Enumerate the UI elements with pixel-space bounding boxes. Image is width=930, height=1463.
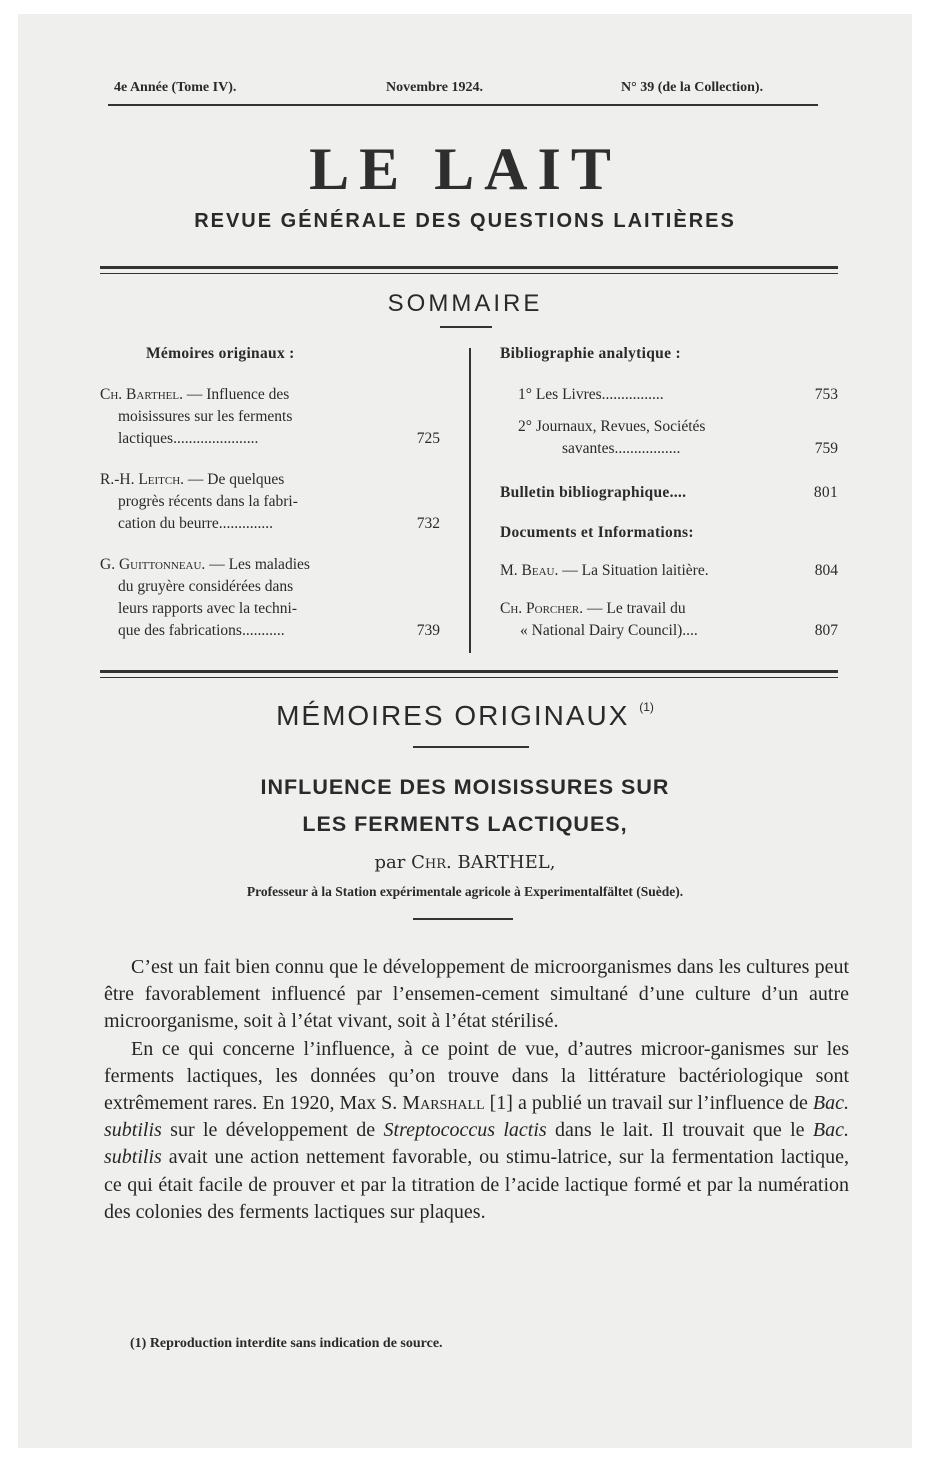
p2-text: En ce qui concerne l’influence, à ce point de vue, d’autres microor-ganismes sur les ferments lactiques, les données qu’on trouve dans la littérature bactériologique sont extrêmement rares. En 1920, Max S. xyxy=(104,1037,849,1115)
toc-page: 804 xyxy=(814,562,838,579)
toc-entry-beau xyxy=(500,560,838,582)
toc-page: 807 xyxy=(814,622,838,639)
journal-title: LE LAIT xyxy=(309,136,621,202)
sommaire-underline xyxy=(440,326,492,328)
p2-text: avait une action nettement favorable, ou stimu-latrice, sur la fermentation lactique, ce qui était facile de prouver et par la titration de l’acide lactique formé et par la numération des colonies des ferments lactiques sur plaques. xyxy=(104,1146,849,1223)
toc-text: leurs rapports avec la techni- xyxy=(118,600,298,617)
sommaire-rule-thick xyxy=(100,670,838,673)
p2-species: Bac. subtilis xyxy=(104,1092,849,1142)
toc-author: Ch. Porcher. xyxy=(500,600,584,617)
p2-text: dans le lait. Il trouvait que le xyxy=(546,1119,813,1142)
p2-text: sur le développement de xyxy=(161,1119,384,1142)
toc-entry-livres xyxy=(518,384,838,406)
toc-page: 732 xyxy=(416,515,440,532)
toc-text: 2° Journaux, Revues, Sociétés xyxy=(518,418,706,435)
toc-documents-heading: Documents et Informations: xyxy=(500,524,694,541)
toc-text: progrès récents dans la fabri- xyxy=(118,493,298,510)
toc-text: que des fabrications........... xyxy=(118,622,285,639)
sommaire-rule-thin xyxy=(100,677,838,678)
toc-author: R.-H. Leitch. xyxy=(100,471,185,488)
journal-subtitle: REVUE GÉNÉRALE DES QUESTIONS LAITIÈRES xyxy=(194,210,736,232)
toc-text: 1° Les Livres................ xyxy=(518,386,664,403)
article-title-underline xyxy=(413,918,513,920)
header-rule xyxy=(108,104,818,106)
toc-author: M. Beau. xyxy=(500,562,559,579)
footnote: (1) Reproduction interdite sans indication de source. xyxy=(130,1336,443,1351)
header-volume: 4e Année (Tome IV). xyxy=(114,80,237,95)
p2-text: [1] a publié un travail sur l’influence de xyxy=(484,1092,813,1115)
sommaire-title: SOMMAIRE xyxy=(387,290,543,317)
toc-text: — De quelques xyxy=(187,471,285,488)
section-title xyxy=(0,700,930,732)
toc-text: « National Dairy Council).... xyxy=(520,622,698,639)
toc-text: — La Situation laitière. xyxy=(562,562,709,579)
article-affiliation: Professeur à la Station expérimentale agricole à Experimentalfältet (Suède). xyxy=(246,884,684,899)
paragraph-1: C’est un fait bien connu que le développement de microorganismes dans les cultures peut être favorablement influencé par l’ensemen-cement simultané d’une culture d’un autre microorganisme, soit à l’état vivant, soit à l’état stérilisé. xyxy=(104,956,849,1033)
toc-page: 759 xyxy=(814,440,838,457)
header-issue: N° 39 (de la Collection). xyxy=(621,80,764,95)
article-title-line1: INFLUENCE DES MOISISSURES SUR xyxy=(260,775,670,799)
article-byline xyxy=(0,852,930,873)
section-title-text: MÉMOIRES ORIGINAUX xyxy=(276,700,630,731)
toc-text: lactiques...................... xyxy=(118,430,259,447)
toc-entry-guittonneau xyxy=(100,554,440,642)
toc-page: 725 xyxy=(416,430,440,447)
toc-left-heading: Mémoires originaux : xyxy=(146,345,295,362)
p2-species: Streptococcus lactis xyxy=(383,1119,547,1142)
toc-text: cation du beurre.............. xyxy=(118,515,273,532)
toc-entry-journaux xyxy=(518,416,838,460)
masthead-rule-thin xyxy=(100,273,838,274)
toc-text: — Les maladies xyxy=(209,556,310,573)
p2-species: Bac. subtilis xyxy=(104,1119,850,1169)
section-underline xyxy=(413,746,529,748)
toc-entry-leitch xyxy=(100,469,440,535)
article-title-line2: LES FERMENTS LACTIQUES, xyxy=(302,812,628,836)
toc-entry-barthel xyxy=(100,384,440,450)
toc-page: 801 xyxy=(813,484,838,501)
sommaire-column-divider xyxy=(469,348,471,653)
p2-author: Marshall xyxy=(402,1092,485,1115)
article-body xyxy=(104,954,849,1226)
toc-entry-porcher xyxy=(500,598,838,642)
toc-text: savantes................. xyxy=(562,440,681,457)
toc-author: G. Guittonneau. xyxy=(100,556,206,573)
masthead-rule-thick xyxy=(100,266,838,269)
byline-prefix: par xyxy=(374,852,412,873)
byline-author: Chr. BARTHEL, xyxy=(411,852,556,873)
toc-page: 753 xyxy=(814,386,838,403)
toc-text: du gruyère considérées dans xyxy=(118,578,294,595)
toc-text: moisissures sur les ferments xyxy=(118,408,293,425)
toc-text: Bulletin bibliographique.... xyxy=(500,484,687,501)
paragraph-2 xyxy=(104,1036,849,1226)
toc-page: 739 xyxy=(416,622,440,639)
footnote-mark: (1) xyxy=(639,700,654,714)
toc-text: — Influence des xyxy=(186,386,290,403)
header-date: Novembre 1924. xyxy=(386,80,483,95)
toc-text: — Le travail du xyxy=(587,600,686,617)
toc-author: Ch. Barthel. xyxy=(100,386,183,403)
toc-right-heading: Bibliographie analytique : xyxy=(500,345,681,362)
toc-entry-bulletin xyxy=(500,482,838,504)
